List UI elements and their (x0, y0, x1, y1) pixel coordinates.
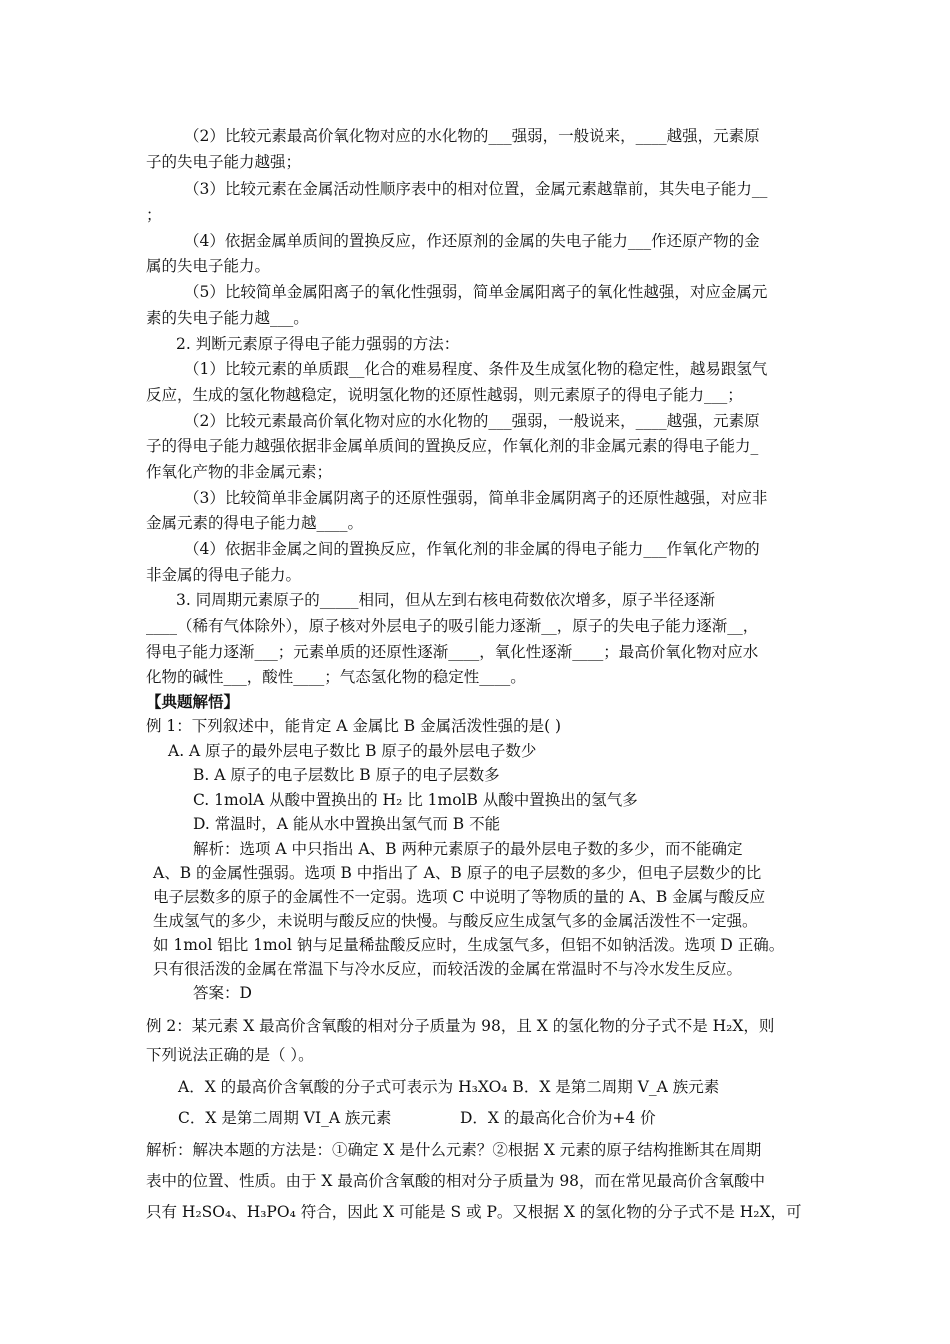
analysis-text: 解析：解决本题的方法是：①确定 X 是什么元素？②根据 X 元素的原子结构推断其在周期 (146, 1141, 762, 1159)
text-line: 子的得电子能力越强依据非金属单质间的置换反应，作氧化剂的非金属元素的得电子能力_ (146, 437, 759, 455)
text-line: 非金属的得电子能力。 (146, 566, 302, 584)
option-b: B. A 原子的电子层数比 B 原子的电子层数多 (193, 766, 500, 784)
option-d: D. 常温时，A 能从水中置换出氢气而 B 不能 (193, 815, 501, 833)
text-line: （2）比较元素最高价氧化物对应的水化物的___强弱，一般说来，____越强，元素原 (184, 412, 760, 430)
analysis-text: 解析：选项 A 中只指出 A、B 两种元素原子的最外层电子数的多少，而不能确定 (193, 840, 743, 858)
text-line: 作氧化产物的非金属元素； (146, 463, 333, 481)
text-line: 得电子能力逐渐___；元素单质的还原性逐渐____，氧化性逐渐____；最高价氧化物对应水 (146, 643, 759, 661)
text-line: （3）比较元素在金属活动性顺序表中的相对位置，金属元素越靠前，其失电子能力__ (184, 180, 768, 198)
text-line: ； (146, 206, 162, 224)
analysis-text: 如 1mol 铝比 1mol 钠与足量稀盐酸反应时，生成氢气多，但铝不如钠活泼。选项 D 正确。 (153, 936, 785, 954)
section-heading: 3. 同周期元素原子的_____相同，但从左到右核电荷数依次增多，原子半径逐渐 (176, 591, 715, 609)
text-line: 化物的碱性___，酸性____；气态氢化物的稳定性____。 (146, 668, 526, 686)
text-line: 反应，生成的氢化物越稳定，说明氢化物的还原性越弱，则元素原子的得电子能力___； (146, 386, 743, 404)
text-line: 素的失电子能力越___。 (146, 309, 309, 327)
option-d: D．X 的最高化合价为+4 价 (460, 1109, 656, 1127)
analysis-text: 电子层数多的原子的金属性不一定弱。选项 C 中说明了等物质的量的 A、B 金属与酸反应 (153, 888, 766, 906)
text-line: 属的失电子能力。 (146, 257, 271, 275)
text-line: （2）比较元素最高价氧化物对应的水化物的___强弱，一般说来，____越强，元素原 (184, 127, 760, 145)
text-line: 子的失电子能力越强； (146, 153, 302, 171)
analysis-text: 只有 H₂SO₄、H₃PO₄ 符合，因此 X 可能是 S 或 P。又根据 X 的氢化物的分子式不是 H₂X，可 (146, 1203, 802, 1221)
analysis-text: 生成氢气的多少，未说明与酸反应的快慢。与酸反应生成氢气多的金属活泼性不一定强。 (153, 912, 758, 930)
answer-text: 答案：D (193, 984, 252, 1002)
analysis-text: 只有很活泼的金属在常温下与冷水反应，而较活泼的金属在常温时不与冷水发生反应。 (153, 960, 743, 978)
text-line: （4）依据非金属之间的置换反应，作氧化剂的非金属的得电子能力___作氧化产物的 (184, 540, 760, 558)
text-line: （5）比较简单金属阳离子的氧化性强弱，简单金属阳离子的氧化性越强，对应金属元 (184, 283, 768, 301)
option-c: C．X 是第二周期 VI_A 族元素 (178, 1109, 392, 1127)
text-line: 下列说法正确的是（ ）。 (146, 1046, 314, 1064)
analysis-text: A、B 的金属性强弱。选项 B 中指出了 A、B 原子的电子层数的多少，但电子层数少的比 (153, 864, 762, 882)
text-line: （3）比较简单非金属阴离子的还原性强弱，简单非金属阴离子的还原性越强，对应非 (184, 489, 768, 507)
example-question: 例 1：下列叙述中，能肯定 A 金属比 B 金属活泼性强的是( ) (146, 717, 562, 735)
section-title: 【典题解悟】 (146, 692, 240, 711)
analysis-text: 表中的位置、性质。由于 X 最高价含氧酸的相对分子质量为 98，而在常见最高价含氧酸中 (146, 1172, 766, 1190)
option-c: C. 1molA 从酸中置换出的 H₂ 比 1molB 从酸中置换出的氢气多 (193, 791, 638, 809)
text-line: （1）比较元素的单质跟__化合的难易程度、条件及生成氢化物的稳定性，越易跟氢气 (184, 360, 768, 378)
option-a: A. A 原子的最外层电子数比 B 原子的最外层电子数少 (168, 742, 537, 760)
text-line: （4）依据金属单质间的置换反应，作还原剂的金属的失电子能力___作还原产物的金 (184, 232, 760, 250)
text-line: 金属元素的得电子能力越____。 (146, 514, 364, 532)
option-row: A．X 的最高价含氧酸的分子式可表示为 H₃XO₄ B．X 是第二周期 V_A 族元素 (178, 1078, 720, 1096)
text-line: ____（稀有气体除外），原子核对外层电子的吸引能力逐渐__，原子的失电子能力逐渐__， (146, 617, 759, 635)
example-question: 例 2：某元素 X 最高价含氧酸的相对分子质量为 98，且 X 的氢化物的分子式不是 H₂X，则 (146, 1017, 775, 1035)
section-heading: 2. 判断元素原子得电子能力强弱的方法： (176, 335, 460, 353)
